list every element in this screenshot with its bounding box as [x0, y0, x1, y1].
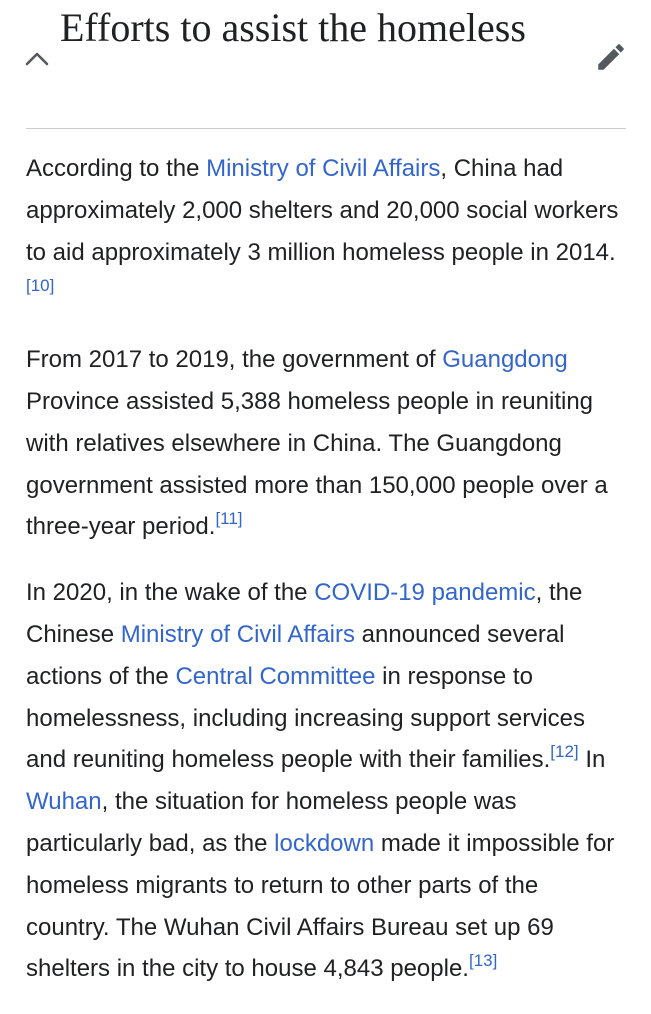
citation-12[interactable]: [12]	[550, 742, 579, 762]
text: , China had approximately 2,000 shelters and 20,000 social workers to aid approximately 3 million homeless people in 2014.	[26, 155, 619, 266]
text: , the situation for homeless people was particularly bad, as the	[26, 788, 517, 857]
text: From 2017 to 2019, the government of	[26, 346, 443, 374]
text: made it impossible for homeless migrants to return to other parts of the country. The Wuhan Civil Affairs Bureau set up 69 shelters in the city to house 4,843 people.	[26, 829, 615, 983]
link-lockdown[interactable]: lockdown	[274, 829, 375, 857]
citation-11[interactable]: [11]	[215, 509, 243, 529]
link-wuhan[interactable]: Wuhan	[26, 788, 102, 816]
citation-13[interactable]: [13]	[468, 951, 498, 971]
paragraph-2	[26, 339, 626, 548]
text: In 2020, in the wake of the	[26, 579, 315, 607]
section-divider	[26, 128, 626, 129]
section-header	[0, 0, 651, 130]
paragraph-3	[26, 572, 626, 990]
pencil-icon[interactable]	[594, 40, 628, 74]
chevron-up-icon[interactable]	[22, 44, 52, 74]
link-ministry-of-civil-affairs[interactable]: Ministry of Civil Affairs	[120, 620, 356, 648]
paragraph-1	[26, 148, 626, 315]
text: announced several actions of the	[26, 620, 565, 690]
link-ministry-of-civil-affairs[interactable]: Ministry of Civil Affairs	[206, 155, 441, 182]
text: , the Chinese	[26, 579, 583, 648]
link-covid-19-pandemic[interactable]: COVID-19 pandemic	[314, 579, 536, 607]
article-content	[26, 148, 626, 1014]
link-guangdong[interactable]: Guangdong	[442, 346, 568, 374]
link-central-committee[interactable]: Central Committee	[175, 662, 376, 690]
text: in response to homelessness, including increasing support services and reuniting homeless people with their families.	[26, 662, 585, 774]
section-title: Efforts to assist the homeless	[60, 5, 526, 50]
text: Province assisted 5,388 homeless people in reuniting with relatives elsewhere in China. The Guangdong government assisted more than 150,000 people over a three-year period.	[26, 387, 608, 541]
citation-10[interactable]: [10]	[26, 276, 55, 296]
text: According to the	[26, 155, 207, 182]
text: In	[578, 746, 606, 774]
